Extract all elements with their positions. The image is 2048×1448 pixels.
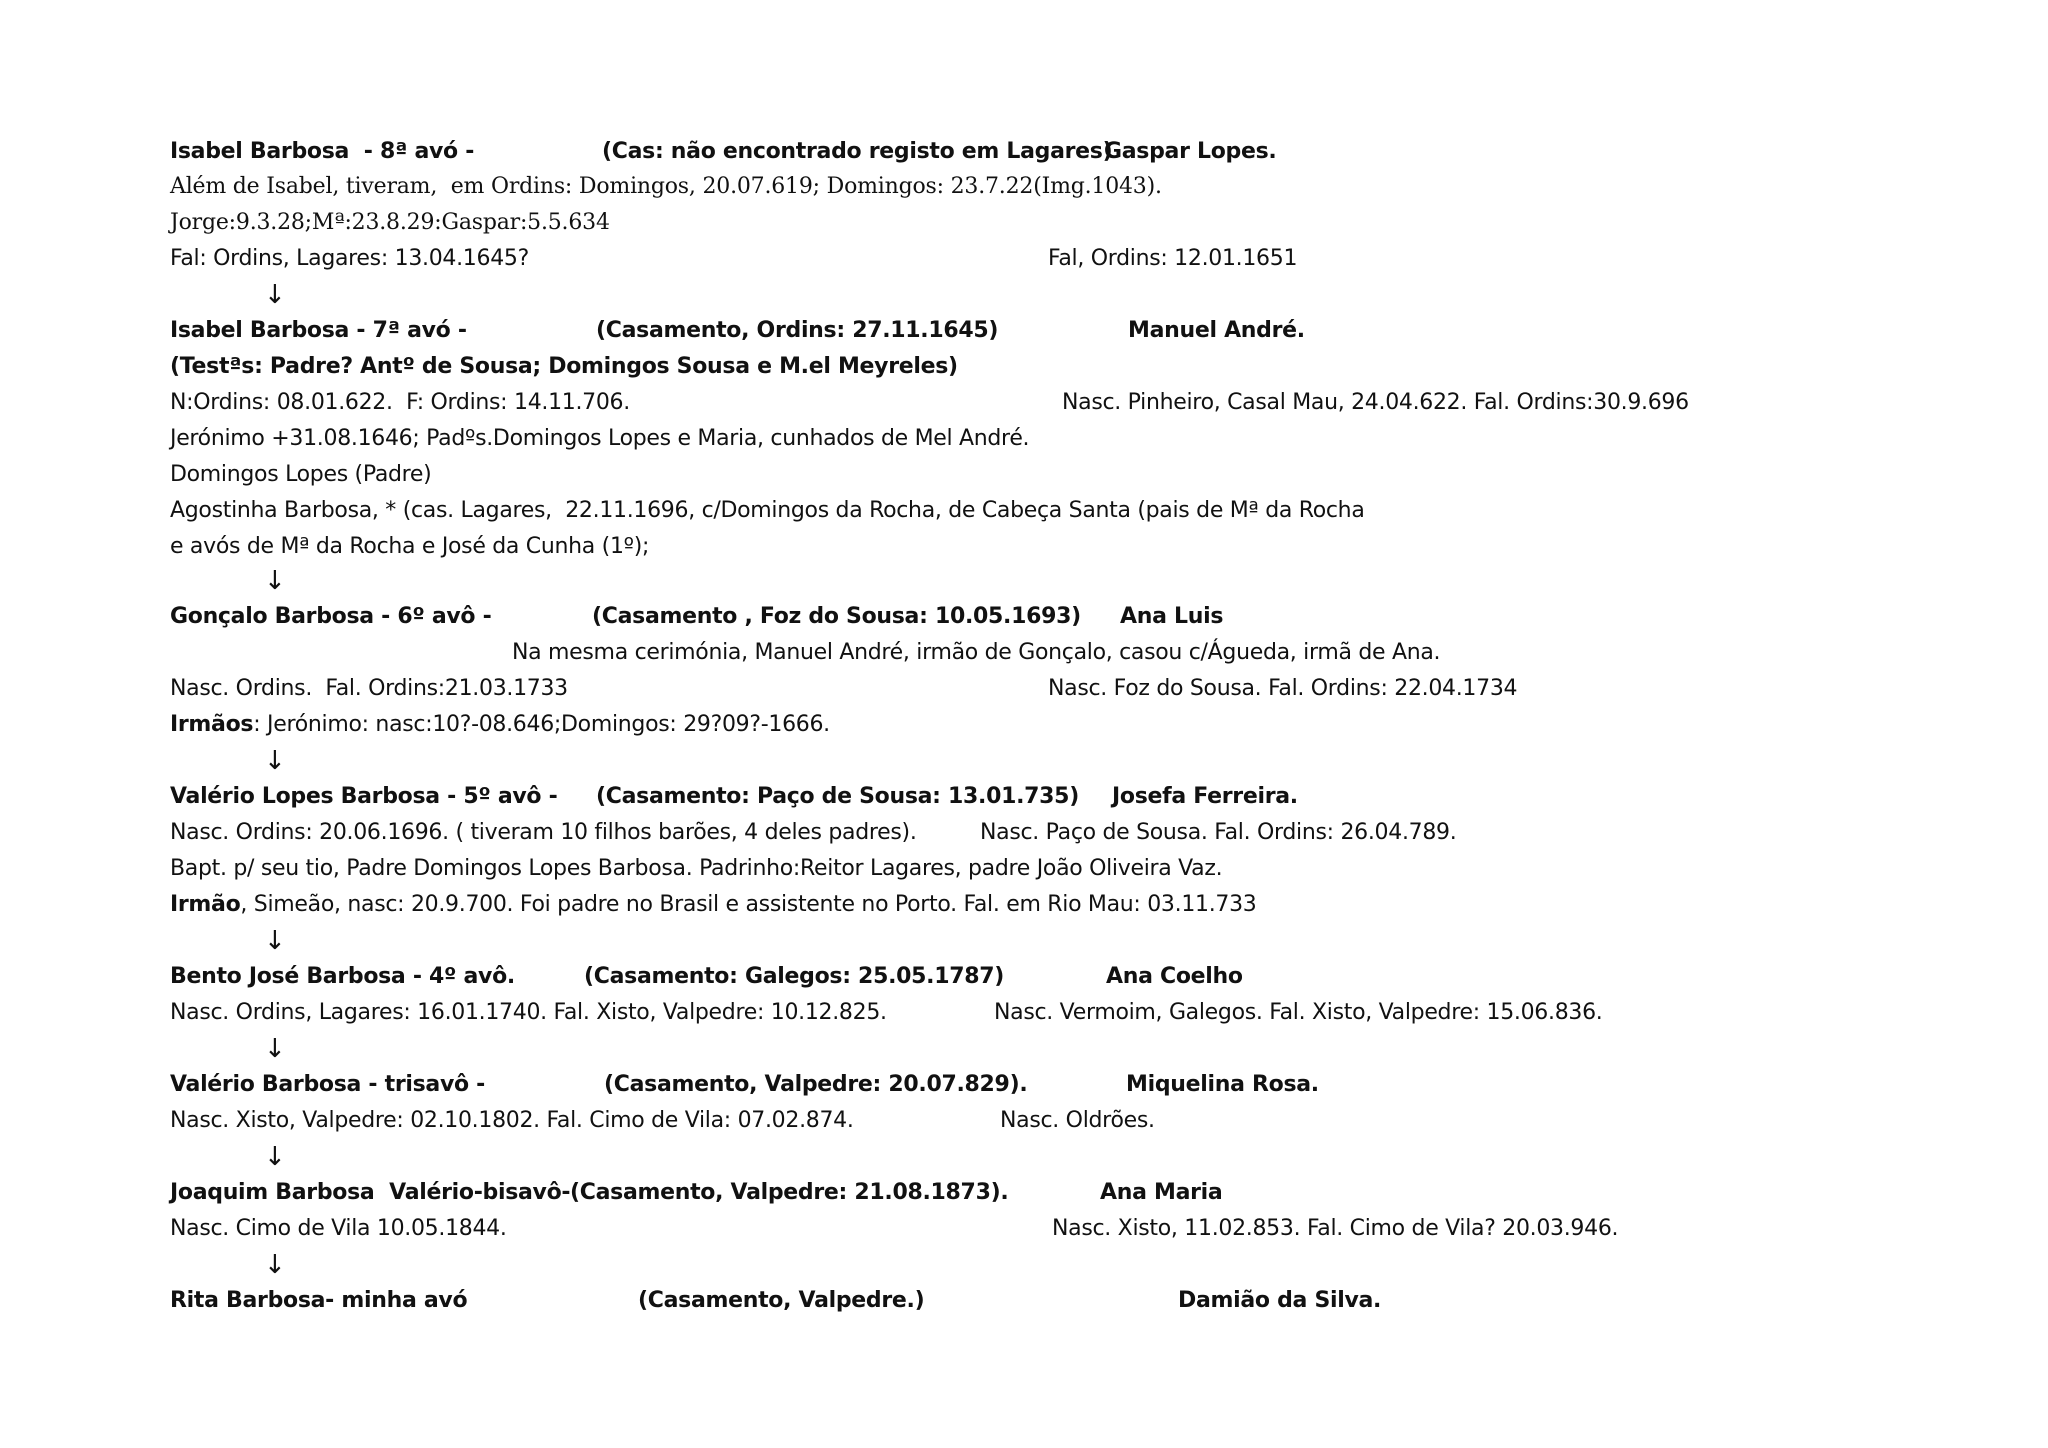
g5-name: Valério Lopes Barbosa - 5º avô - [170, 784, 558, 809]
down-arrow-icon: ↓ [264, 280, 286, 310]
g6-marriage: (Casamento , Foz do Sousa: 10.05.1693) [592, 604, 1081, 629]
g7-line5: Domingos Lopes (Padre) [170, 462, 432, 487]
g8-name: Isabel Barbosa - 8ª avó - [170, 139, 475, 164]
g8-line1: Além de Isabel, tiveram, em Ordins: Domingos, 20.07.619; Domingos: 23.7.22(Img.1043). [170, 174, 1162, 199]
g7-line6: Agostinha Barbosa, * (cas. Lagares, 22.11.1696, c/Domingos da Rocha, de Cabeça Santa (pais de Mª da Rocha [170, 498, 1365, 523]
g4-marriage: (Casamento: Galegos: 25.05.1787) [584, 964, 1004, 989]
g4-left3: Nasc. Ordins, Lagares: 16.01.1740. Fal. Xisto, Valpedre: 10.12.825. [170, 1000, 887, 1025]
g7-witnesses: (Testªs: Padre? Antº de Sousa; Domingos Sousa e M.el Meyreles) [170, 354, 958, 379]
g7-spouse: Manuel André. [1128, 318, 1305, 343]
down-arrow-icon: ↓ [264, 1034, 286, 1064]
g5-left3: Nasc. Ordins: 20.06.1696. ( tiveram 10 filhos barões, 4 deles padres). [170, 820, 917, 845]
g2-name: Joaquim Barbosa Valério-bisavô- [170, 1180, 571, 1205]
g6-siblings [170, 709, 830, 741]
g5-sibling-text: , Simeão, nasc: 20.9.700. Foi padre no Brasil e assistente no Porto. Fal. em Rio Mau: 03.11.733 [240, 892, 1257, 917]
g6-right3: Nasc. Foz do Sousa. Fal. Ordins: 22.04.1734 [1048, 676, 1518, 701]
g2-marriage: (Casamento, Valpedre: 21.08.1873). [570, 1180, 1009, 1205]
g6-siblings-text: : Jerónimo: nasc:10?-08.646;Domingos: 29?09?-1666. [253, 712, 830, 737]
g8-spouse: Gaspar Lopes. [1104, 139, 1277, 164]
g5-line4: Bapt. p/ seu tio, Padre Domingos Lopes Barbosa. Padrinho:Reitor Lagares, padre João Oliveira Vaz. [170, 856, 1223, 881]
down-arrow-icon: ↓ [264, 566, 286, 596]
g6-spouse: Ana Luis [1120, 604, 1224, 629]
g5-right3: Nasc. Paço de Sousa. Fal. Ordins: 26.04.789. [980, 820, 1457, 845]
g8-right3: Fal, Ordins: 12.01.1651 [1048, 246, 1298, 271]
g6-siblings-label: Irmãos [170, 712, 254, 737]
g6-left3: Nasc. Ordins. Fal. Ordins:21.03.1733 [170, 676, 568, 701]
g2-spouse: Ana Maria [1100, 1180, 1223, 1205]
g7-right3: Nasc. Pinheiro, Casal Mau, 24.04.622. Fal. Ordins:30.9.696 [1062, 390, 1689, 415]
g3-right3: Nasc. Oldrões. [1000, 1108, 1155, 1133]
g7-line4: Jerónimo +31.08.1646; Padºs.Domingos Lopes e Maria, cunhados de Mel André. [170, 426, 1030, 451]
g4-name: Bento José Barbosa - 4º avô. [170, 964, 515, 989]
g7-line7: e avós de Mª da Rocha e José da Cunha (1º); [170, 534, 650, 559]
down-arrow-icon: ↓ [264, 926, 286, 956]
g7-left3: N:Ordins: 08.01.622. F: Ordins: 14.11.706. [170, 390, 630, 415]
g1-spouse: Damião da Silva. [1178, 1288, 1382, 1313]
g4-spouse: Ana Coelho [1106, 964, 1243, 989]
down-arrow-icon: ↓ [264, 1250, 286, 1280]
g3-name: Valério Barbosa - trisavô - [170, 1072, 486, 1097]
g5-sibling [170, 889, 1257, 921]
g8-line2: Jorge:9.3.28;Mª:23.8.29:Gaspar:5.5.634 [170, 210, 610, 235]
g1-marriage: (Casamento, Valpedre.) [638, 1288, 925, 1313]
g5-marriage: (Casamento: Paço de Sousa: 13.01.735) [596, 784, 1079, 809]
g5-sibling-label: Irmão [170, 892, 241, 917]
g5-spouse: Josefa Ferreira. [1112, 784, 1298, 809]
g3-left3: Nasc. Xisto, Valpedre: 02.10.1802. Fal. Cimo de Vila: 07.02.874. [170, 1108, 854, 1133]
down-arrow-icon: ↓ [264, 1142, 286, 1172]
g7-marriage: (Casamento, Ordins: 27.11.1645) [596, 318, 999, 343]
g7-name: Isabel Barbosa - 7ª avó - [170, 318, 467, 343]
g3-marriage: (Casamento, Valpedre: 20.07.829). [604, 1072, 1028, 1097]
g8-marriage: (Cas: não encontrado registo em Lagares) [602, 139, 1113, 164]
down-arrow-icon: ↓ [264, 746, 286, 776]
g3-spouse: Miquelina Rosa. [1126, 1072, 1319, 1097]
g8-left3: Fal: Ordins, Lagares: 13.04.1645? [170, 246, 529, 271]
g6-note: Na mesma cerimónia, Manuel André, irmão de Gonçalo, casou c/Águeda, irmã de Ana. [512, 640, 1441, 665]
g4-right3: Nasc. Vermoim, Galegos. Fal. Xisto, Valpedre: 15.06.836. [994, 1000, 1603, 1025]
g2-left3: Nasc. Cimo de Vila 10.05.1844. [170, 1216, 507, 1241]
g2-right3: Nasc. Xisto, 11.02.853. Fal. Cimo de Vila? 20.03.946. [1052, 1216, 1619, 1241]
g6-name: Gonçalo Barbosa - 6º avô - [170, 604, 492, 629]
g1-name: Rita Barbosa- minha avó [170, 1288, 468, 1313]
